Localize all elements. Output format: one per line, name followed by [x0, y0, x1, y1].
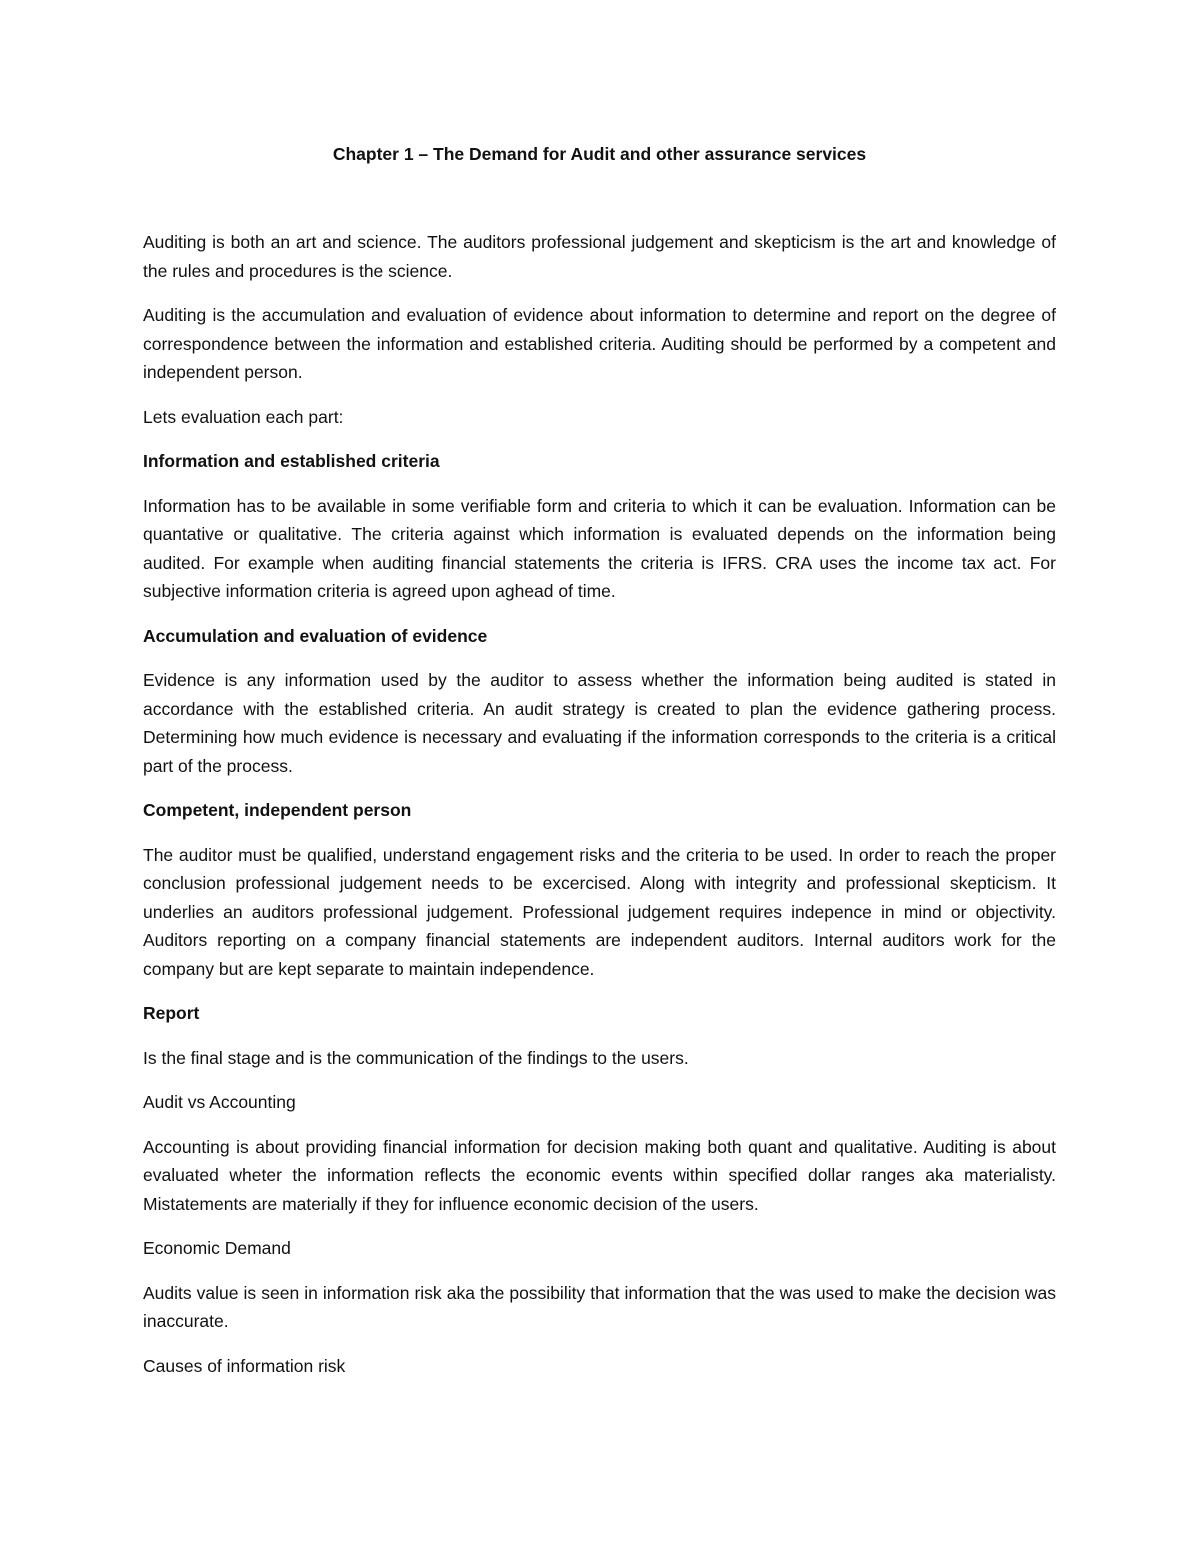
heading-audit-vs-accounting: Audit vs Accounting [143, 1092, 296, 1112]
heading-accumulation-evidence: Accumulation and evaluation of evidence [143, 625, 488, 646]
heading-information-criteria: Information and established criteria [143, 451, 440, 471]
paragraph-art-and-science: Auditing is both an art and science. The auditors professional judgement and skepticism is the art and knowledge of the rules and procedures is the science. [143, 232, 1056, 281]
heading-economic-demand: Economic Demand [143, 1238, 291, 1258]
document-body [143, 140, 1056, 1396]
paragraph-accumulation-evidence: Evidence is any information used by the auditor to assess whether the information being audited is stated in accordance with the established criteria. An audit strategy is created to plan the evidence gathering process. Determining how much evidence is necessary and evaluating if the information corresponds to the criteria is a critical part of the process. [143, 670, 1056, 776]
heading-competent-person: Competent, independent person [143, 800, 412, 820]
paragraph-competent-person: The auditor must be qualified, understand engagement risks and the criteria to be used. In order to reach the proper conclusion professional judgement needs to be excercised. Along with integrity and professional skepticism. It underlies an auditors professional judgement. Professional judgement requires indepence in mind or objectivity. Auditors reporting on a company financial statements are independent auditors. Internal auditors work for the company but are kept separate to maintain independence. [143, 844, 1056, 979]
heading-report: Report [143, 1003, 200, 1023]
paragraph-audit-vs-accounting: Accounting is about providing financial information for decision making both quant and qualitative. Auditing is about evaluated wheter the information reflects the economic events within specified dollar ranges aka materialisty. Mistatements are materially if they for influence economic decision of the users. [143, 1136, 1056, 1214]
paragraph-auditing-definition: Auditing is the accumulation and evaluation of evidence about information to determine and report on the degree of correspondence between the information and established criteria. Auditing should be performed by a competent and independent person. [143, 305, 1056, 382]
page-title: Chapter 1 – The Demand for Audit and other assurance services [332, 144, 867, 164]
paragraph-report: Is the final stage and is the communication of the findings to the users. [143, 1047, 689, 1068]
heading-causes-information-risk: Causes of information risk [143, 1355, 346, 1376]
paragraph-lets-evaluate: Lets evaluation each part: [143, 406, 344, 427]
paragraph-information-criteria: Information has to be available in some verifiable form and criteria to which it can be evaluation. Information can be quantative or qualitative. The criteria against which information is evaluated depends on the information being audited. For example when auditing financial statements the criteria is IFRS. CRA uses the income tax act. For subjective information criteria is agreed upon aghead of time. [143, 495, 1056, 601]
paragraph-economic-demand: Audits value is seen in information risk aka the possibility that information that the was used to make the decision was inaccurate. [143, 1282, 1056, 1331]
